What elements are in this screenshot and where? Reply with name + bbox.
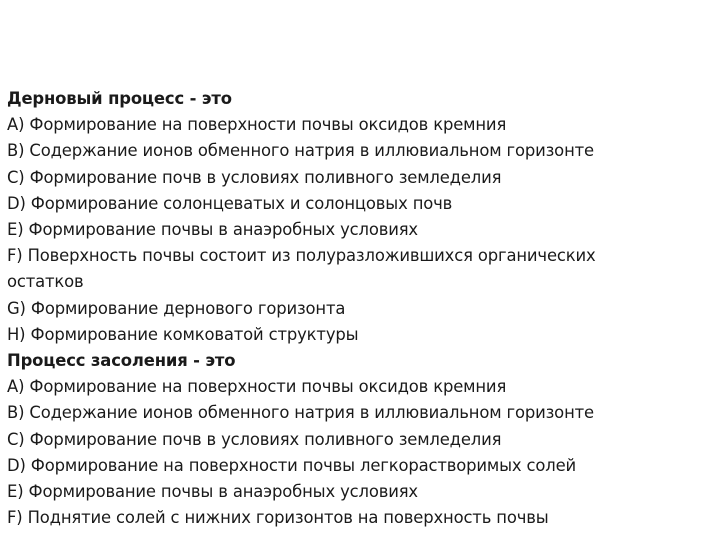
- question-2-title: Процесс засоления - это: [7, 351, 236, 371]
- question-1-option-e: E) Формирование почвы в анаэробных условиях: [7, 220, 418, 240]
- quiz-content: [7, 86, 707, 531]
- question-1-option-c: C) Формирование почв в условиях поливного земледелия: [7, 167, 502, 187]
- question-1-option-a: A) Формирование на поверхности почвы оксидов кремния: [7, 115, 507, 135]
- question-1: [7, 86, 707, 348]
- question-1-option-b: B) Содержание ионов обменного натрия в иллювиальном горизонте: [7, 141, 594, 161]
- question-2-option-b: B) Содержание ионов обменного натрия в иллювиальном горизонте: [7, 403, 594, 423]
- question-2-option-c: C) Формирование почв в условиях поливного земледелия: [7, 429, 502, 449]
- question-1-title: Дерновый процесс - это: [7, 89, 232, 108]
- question-2: [7, 348, 707, 531]
- question-2-option-d: D) Формирование на поверхности почвы легкорастворимых солей: [7, 455, 577, 475]
- question-1-option-f: F) Поверхность почвы состоит из полуразложившихся органических остатков: [7, 246, 596, 292]
- question-2-option-e: E) Формирование почвы в анаэробных условиях: [7, 482, 418, 502]
- question-2-option-f: F) Поднятие солей с нижних горизонтов на поверхность почвы: [7, 508, 549, 528]
- question-1-option-h: H) Формирование комковатой структуры: [7, 324, 359, 344]
- question-1-option-d: D) Формирование солонцеватых и солонцовых почв: [7, 193, 453, 213]
- question-1-option-g: G) Формирование дернового горизонта: [7, 298, 346, 318]
- question-2-option-a: A) Формирование на поверхности почвы оксидов кремния: [7, 377, 507, 397]
